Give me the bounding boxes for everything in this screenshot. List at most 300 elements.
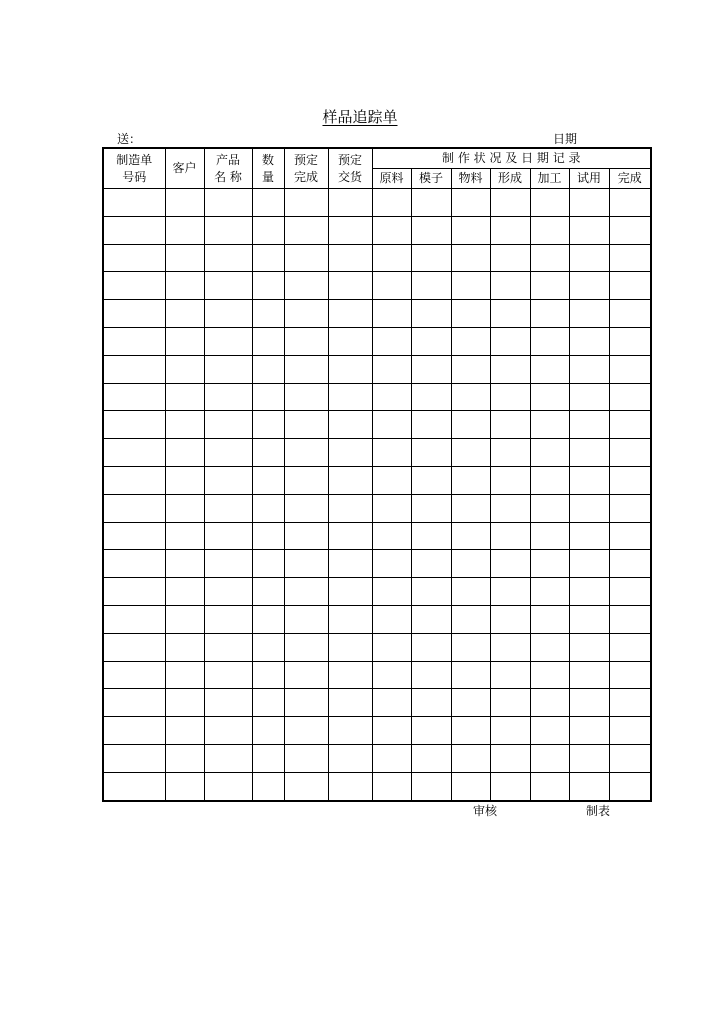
table-cell[interactable] [490,772,530,800]
table-cell[interactable] [252,383,284,411]
table-cell[interactable] [530,744,569,772]
table-cell[interactable] [165,411,204,439]
table-cell[interactable] [372,522,411,550]
table-cell[interactable] [165,244,204,272]
table-cell[interactable] [451,411,490,439]
table-cell[interactable] [530,605,569,633]
table-cell[interactable] [451,216,490,244]
table-cell[interactable] [372,383,411,411]
table-cell[interactable] [284,466,328,494]
table-cell[interactable] [609,633,651,661]
table-cell[interactable] [609,411,651,439]
table-cell[interactable] [204,383,252,411]
table-cell[interactable] [530,772,569,800]
table-cell[interactable] [204,466,252,494]
table-cell[interactable] [609,661,651,689]
table-cell[interactable] [451,772,490,800]
table-cell[interactable] [103,661,165,689]
table-cell[interactable] [284,189,328,217]
table-cell[interactable] [451,244,490,272]
table-cell[interactable] [411,522,451,550]
table-cell[interactable] [569,689,609,717]
table-cell[interactable] [609,522,651,550]
table-cell[interactable] [490,466,530,494]
table-cell[interactable] [204,244,252,272]
table-cell[interactable] [451,466,490,494]
table-cell[interactable] [328,550,372,578]
table-cell[interactable] [328,272,372,300]
table-cell[interactable] [490,717,530,745]
table-cell[interactable] [328,411,372,439]
table-cell[interactable] [609,744,651,772]
table-cell[interactable] [411,494,451,522]
table-cell[interactable] [451,522,490,550]
send-label: 送： [117,132,142,146]
table-cell[interactable] [204,689,252,717]
table-cell[interactable] [204,189,252,217]
table-cell[interactable] [103,272,165,300]
table-cell[interactable] [411,550,451,578]
table-cell[interactable] [204,327,252,355]
header-status-processing: 加工 [530,169,569,189]
table-cell[interactable] [569,494,609,522]
table-cell[interactable] [252,633,284,661]
table-cell[interactable] [530,244,569,272]
table-cell[interactable] [451,327,490,355]
table-cell[interactable] [103,244,165,272]
header-order-no-line1: 制造单 [116,152,153,167]
table-cell[interactable] [411,605,451,633]
table-cell[interactable] [530,689,569,717]
table-cell[interactable] [569,550,609,578]
table-cell[interactable] [530,494,569,522]
table-cell[interactable] [165,717,204,745]
table-cell[interactable] [284,605,328,633]
table-cell[interactable] [165,189,204,217]
table-cell[interactable] [103,744,165,772]
table-cell[interactable] [609,550,651,578]
header-row-1 [103,148,651,169]
table-cell[interactable] [165,383,204,411]
table-cell[interactable] [165,327,204,355]
table-cell[interactable] [569,605,609,633]
table-cell[interactable] [328,772,372,800]
table-row [103,466,651,494]
table-cell[interactable] [328,439,372,467]
table-cell[interactable] [204,300,252,328]
table-cell[interactable] [328,689,372,717]
table-cell[interactable] [103,216,165,244]
table-cell[interactable] [284,244,328,272]
table-cell[interactable] [411,300,451,328]
table-cell[interactable] [165,550,204,578]
table-cell[interactable] [372,466,411,494]
table-cell[interactable] [609,605,651,633]
table-cell[interactable] [490,578,530,606]
table-cell[interactable] [530,272,569,300]
table-cell[interactable] [411,327,451,355]
table-cell[interactable] [165,522,204,550]
table-cell[interactable] [411,244,451,272]
table-cell[interactable] [284,300,328,328]
table-cell[interactable] [530,439,569,467]
table-cell[interactable] [165,605,204,633]
table-cell[interactable] [252,466,284,494]
table-cell[interactable] [569,216,609,244]
table-cell[interactable] [252,578,284,606]
table-cell[interactable] [530,717,569,745]
table-cell[interactable] [103,411,165,439]
table-cell[interactable] [284,494,328,522]
table-cell[interactable] [490,327,530,355]
table-cell[interactable] [103,522,165,550]
table-cell[interactable] [569,244,609,272]
table-cell[interactable] [284,327,328,355]
table-cell[interactable] [252,550,284,578]
table-cell[interactable] [284,272,328,300]
table-cell[interactable] [284,717,328,745]
table-cell[interactable] [204,494,252,522]
table-cell[interactable] [165,300,204,328]
table-cell[interactable] [328,522,372,550]
table-cell[interactable] [609,772,651,800]
table-cell[interactable] [372,355,411,383]
table-cell[interactable] [609,189,651,217]
table-cell[interactable] [372,744,411,772]
table-cell[interactable] [284,550,328,578]
table-cell[interactable] [569,272,609,300]
table-cell[interactable] [490,494,530,522]
table-cell[interactable] [372,550,411,578]
table-cell[interactable] [411,744,451,772]
table-cell[interactable] [372,300,411,328]
table-cell[interactable] [569,439,609,467]
table-cell[interactable] [609,327,651,355]
table-cell[interactable] [411,772,451,800]
table-cell[interactable] [252,744,284,772]
table-cell[interactable] [411,383,451,411]
table-cell[interactable] [569,661,609,689]
table-cell[interactable] [284,633,328,661]
table-cell[interactable] [204,411,252,439]
table-cell[interactable] [103,355,165,383]
table-cell[interactable] [204,578,252,606]
table-cell[interactable] [609,578,651,606]
table-cell[interactable] [252,189,284,217]
table-cell[interactable] [165,661,204,689]
table-cell[interactable] [284,411,328,439]
table-cell[interactable] [411,689,451,717]
table-cell[interactable] [609,689,651,717]
table-cell[interactable] [252,605,284,633]
table-cell[interactable] [165,744,204,772]
table-cell[interactable] [165,772,204,800]
table-cell[interactable] [372,411,411,439]
table-cell[interactable] [609,216,651,244]
table-cell[interactable] [204,661,252,689]
table-cell[interactable] [284,661,328,689]
table-cell[interactable] [451,355,490,383]
table-cell[interactable] [411,216,451,244]
table-cell[interactable] [411,355,451,383]
table-cell[interactable] [252,244,284,272]
table-cell[interactable] [490,216,530,244]
table-cell[interactable] [372,605,411,633]
table-cell[interactable] [451,494,490,522]
table-cell[interactable] [569,327,609,355]
table-cell[interactable] [328,383,372,411]
table-cell[interactable] [609,466,651,494]
table-cell[interactable] [252,216,284,244]
table-cell[interactable] [569,300,609,328]
table-cell[interactable] [284,439,328,467]
table-cell[interactable] [490,550,530,578]
table-cell[interactable] [103,189,165,217]
table-cell[interactable] [328,216,372,244]
table-cell[interactable] [530,411,569,439]
table-cell[interactable] [328,605,372,633]
table-cell[interactable] [609,494,651,522]
table-cell[interactable] [490,272,530,300]
table-cell[interactable] [103,327,165,355]
header-status-complete: 完成 [609,169,651,189]
table-cell[interactable] [451,189,490,217]
table-cell[interactable] [204,605,252,633]
table-cell[interactable] [530,383,569,411]
table-cell[interactable] [204,272,252,300]
table-cell[interactable] [609,244,651,272]
table-cell[interactable] [411,661,451,689]
table-cell[interactable] [328,578,372,606]
table-cell[interactable] [103,439,165,467]
table-cell[interactable] [103,550,165,578]
header-planned-delivery-line2: 交货 [337,169,362,184]
table-cell[interactable] [165,578,204,606]
table-cell[interactable] [103,689,165,717]
table-cell[interactable] [490,522,530,550]
table-cell[interactable] [204,439,252,467]
table-cell[interactable] [328,300,372,328]
table-cell[interactable] [490,411,530,439]
table-cell[interactable] [204,522,252,550]
table-cell[interactable] [328,189,372,217]
table-cell[interactable] [103,717,165,745]
table-cell[interactable] [284,522,328,550]
table-cell[interactable] [569,383,609,411]
table-cell[interactable] [252,772,284,800]
table-cell[interactable] [103,383,165,411]
table-cell[interactable] [165,494,204,522]
table-cell[interactable] [411,272,451,300]
table-cell[interactable] [103,466,165,494]
table-cell[interactable] [530,550,569,578]
table-cell[interactable] [451,300,490,328]
table-cell[interactable] [609,717,651,745]
table-cell[interactable] [252,661,284,689]
table-cell[interactable] [204,772,252,800]
table-cell[interactable] [451,383,490,411]
table-cell[interactable] [451,439,490,467]
table-cell[interactable] [328,355,372,383]
table-cell[interactable] [204,633,252,661]
table-cell[interactable] [490,744,530,772]
table-cell[interactable] [451,578,490,606]
table-cell[interactable] [609,300,651,328]
table-cell[interactable] [490,661,530,689]
table-cell[interactable] [165,355,204,383]
table-cell[interactable] [204,744,252,772]
table-cell[interactable] [165,633,204,661]
table-cell[interactable] [284,689,328,717]
table-row [103,605,651,633]
table-cell[interactable] [252,327,284,355]
table-cell[interactable] [530,522,569,550]
table-cell[interactable] [372,578,411,606]
table-cell[interactable] [411,633,451,661]
table-cell[interactable] [328,244,372,272]
table-cell[interactable] [284,383,328,411]
table-cell[interactable] [451,689,490,717]
maker-label: 制表 [586,804,611,818]
table-cell[interactable] [284,772,328,800]
table-cell[interactable] [530,327,569,355]
table-cell[interactable] [372,439,411,467]
table-cell[interactable] [328,744,372,772]
table-cell[interactable] [569,744,609,772]
table-cell[interactable] [103,578,165,606]
table-cell[interactable] [609,272,651,300]
table-cell[interactable] [490,244,530,272]
table-cell[interactable] [252,272,284,300]
table-cell[interactable] [372,244,411,272]
table-cell[interactable] [252,717,284,745]
table-cell[interactable] [372,717,411,745]
table-cell[interactable] [411,717,451,745]
table-row [103,494,651,522]
table-cell[interactable] [252,494,284,522]
table-cell[interactable] [569,717,609,745]
table-cell[interactable] [372,661,411,689]
table-cell[interactable] [490,383,530,411]
table-cell[interactable] [252,439,284,467]
table-cell[interactable] [411,578,451,606]
table-cell[interactable] [451,633,490,661]
table-cell[interactable] [252,411,284,439]
table-cell[interactable] [372,633,411,661]
header-customer: 客户 [165,148,204,189]
table-row [103,717,651,745]
table-cell[interactable] [165,216,204,244]
table-cell[interactable] [204,550,252,578]
table-cell[interactable] [569,466,609,494]
table-cell[interactable] [530,633,569,661]
table-cell[interactable] [490,189,530,217]
table-cell[interactable] [165,466,204,494]
table-cell[interactable] [530,466,569,494]
table-cell[interactable] [103,300,165,328]
table-cell[interactable] [252,522,284,550]
table-cell[interactable] [284,355,328,383]
table-cell[interactable] [490,439,530,467]
table-cell[interactable] [530,578,569,606]
table-cell[interactable] [490,633,530,661]
table-cell[interactable] [372,494,411,522]
table-cell[interactable] [451,744,490,772]
table-cell[interactable] [165,439,204,467]
table-cell[interactable] [284,578,328,606]
table-cell[interactable] [372,216,411,244]
table-cell[interactable] [328,466,372,494]
table-cell[interactable] [284,216,328,244]
table-cell[interactable] [252,355,284,383]
table-cell[interactable] [569,189,609,217]
table-cell[interactable] [372,189,411,217]
table-cell[interactable] [569,355,609,383]
table-cell[interactable] [490,355,530,383]
table-cell[interactable] [569,578,609,606]
table-cell[interactable] [372,272,411,300]
table-cell[interactable] [372,689,411,717]
table-cell[interactable] [103,772,165,800]
table-cell[interactable] [530,661,569,689]
table-cell[interactable] [328,327,372,355]
table-cell[interactable] [328,717,372,745]
table-cell[interactable] [103,633,165,661]
table-cell[interactable] [569,633,609,661]
table-cell[interactable] [165,272,204,300]
table-cell[interactable] [284,744,328,772]
table-cell[interactable] [165,689,204,717]
table-cell[interactable] [569,522,609,550]
table-cell[interactable] [569,772,609,800]
table-cell[interactable] [411,189,451,217]
table-row [103,355,651,383]
table-cell[interactable] [490,605,530,633]
table-cell[interactable] [411,466,451,494]
table-cell[interactable] [252,300,284,328]
table-cell[interactable] [103,605,165,633]
table-cell[interactable] [530,300,569,328]
table-cell[interactable] [411,439,451,467]
table-cell[interactable] [609,383,651,411]
table-cell[interactable] [530,355,569,383]
table-cell[interactable] [490,300,530,328]
table-cell[interactable] [103,494,165,522]
table-cell[interactable] [372,327,411,355]
table-cell[interactable] [530,189,569,217]
table-cell[interactable] [451,272,490,300]
table-cell[interactable] [451,717,490,745]
table-cell[interactable] [609,439,651,467]
table-cell[interactable] [530,216,569,244]
table-cell[interactable] [411,411,451,439]
table-cell[interactable] [328,494,372,522]
table-cell[interactable] [204,355,252,383]
table-cell[interactable] [569,411,609,439]
table-cell[interactable] [609,355,651,383]
table-cell[interactable] [328,661,372,689]
table-cell[interactable] [451,550,490,578]
table-cell[interactable] [204,216,252,244]
header-status-trial: 试用 [569,169,609,189]
table-cell[interactable] [328,633,372,661]
table-cell[interactable] [490,689,530,717]
table-cell[interactable] [252,689,284,717]
table-cell[interactable] [451,605,490,633]
table-cell[interactable] [204,717,252,745]
table-cell[interactable] [451,661,490,689]
table-cell[interactable] [372,772,411,800]
